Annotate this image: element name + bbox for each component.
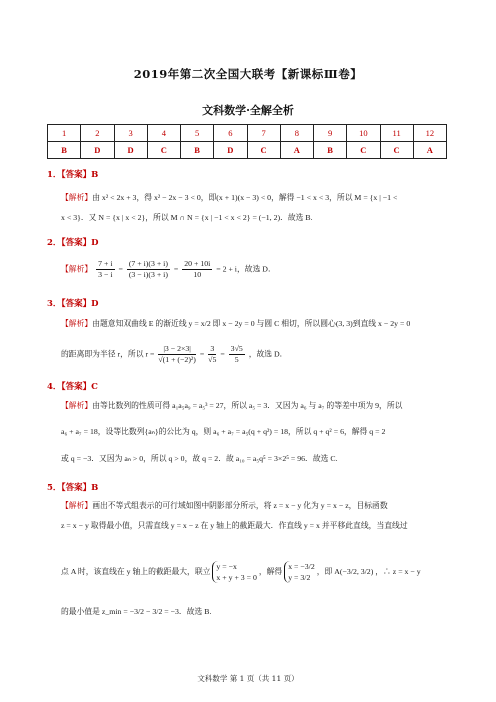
answer-key-cell: D [81,142,114,159]
question-number-cell: 11 [380,125,413,142]
q2-fraction-3-numerator: 20 + 10i [184,259,211,268]
answer-key-cell: D [214,142,247,159]
q2-fraction-1 [96,259,114,280]
q3-fraction-2-denominator: √5 [208,355,217,364]
answer-key-cell: A [413,142,446,159]
q3-fraction-1 [158,344,196,365]
answer-key-cell: B [181,142,214,159]
answer-table-keys-row [48,142,447,159]
question-number-cell: 3 [114,125,147,142]
q1-answer-heading: 1．【答案】B [47,170,99,180]
q5-equation-system-1 [212,561,256,583]
q5-system-1-eq-2: x + y + 3 = 0 [216,573,257,582]
equals-sign: = [220,349,225,359]
answer-key-cell: B [314,142,347,159]
answer-key-cell: C [347,142,380,159]
q5-solution-line-1: 【解析】画出不等式组表示的可行域如图中阴影部分所示，将 z = x − y 化为 y = x − z，目标函数 [61,501,388,510]
q2-solution-tag: 【解析】 [61,264,93,274]
answer-key-cell: D [114,142,147,159]
q2-fraction-2 [127,259,170,280]
q3-fraction-3-numerator: 3√5 [230,344,243,353]
answer-key-cell: C [380,142,413,159]
q2-answer-heading: 2．【答案】D [47,238,99,248]
q5-system-2-eq-2: y = 3/2 [288,573,311,582]
equals-sign: = [199,349,205,359]
q5-line-3-start: 点 A 时，该直线在 y 轴上的截距最大，联立 [61,566,211,576]
q2-solution-line [61,259,276,280]
question-number-cell: 5 [181,125,214,142]
answer-table-numbers-row [48,125,447,142]
q2-fraction-3 [182,259,212,280]
q2-fraction-2-denominator: (3 − i)(3 + i) [128,270,168,279]
question-number-cell: 7 [247,125,280,142]
q3-solution-line-2-end: ，故选 D． [248,349,288,359]
question-number-cell: 2 [81,125,114,142]
page-title: 2019年第二次全国大联考【新课标Ⅲ卷】 [133,67,363,81]
answer-key-cell: C [147,142,180,159]
q5-equation-system-2 [284,561,315,583]
question-number-cell: 8 [280,125,313,142]
q5-solution-line-2: z = x − y 取得最小值，只需直线 y = x − z 在 y 轴上的截距最大．作直线 y = x 并平移此直线，当直线过 [61,521,408,530]
q3-fraction-3 [229,344,245,365]
q5-solution-line-3 [61,561,421,583]
q5-line-3-mid: ，解得 [258,566,283,576]
q3-fraction-2 [208,344,216,365]
q1-solution-line-1: 【解析】由 x² < 2x + 3，得 x² − 2x − 3 < 0，即(x + 1)(x − 3) < 0，解得 −1 < x < 3，所以 M = {x | −1 < [61,193,398,202]
question-number-cell: 4 [147,125,180,142]
q3-solution-line-2-start: 的距离即为半径 r，所以 r = [61,349,155,359]
question-number-cell: 6 [214,125,247,142]
q5-line-3-mid-2: ，即 [316,566,333,576]
q2-fraction-1-numerator: 7 + i [98,259,113,268]
q1-solution-line-2: x < 3}．又 N = {x | x < 2}，所以 M ∩ N = {x | −1 < x < 2} = (−1, 2)．故选 B. [61,213,313,222]
answer-key-cell: C [247,142,280,159]
q3-solution-line-2 [61,344,287,365]
equals-sign: = [118,264,123,274]
q4-solution-line-1: 【解析】由等比数列的性质可得 a₁a₅a₉ = a₅³ = 27，所以 a₅ = 3．又因为 a₆ 与 a₇ 的等差中项为 9，所以 [61,401,403,410]
answer-table [47,124,447,159]
page-subtitle: 文科数学·全解全析 [202,104,294,117]
q2-fraction-2-numerator: (7 + i)(3 + i) [128,259,168,268]
question-number-cell: 9 [314,125,347,142]
q5-solution-line-4: 的最小值是 z_min = −3/2 − 3/2 = −3．故选 B. [61,607,212,616]
q4-solution-line-3: 或 q = −3．又因为 aₙ > 0，所以 q > 0，故 q = 2．故 a₁₀ = a₅q⁵ = 3×2⁵ = 96．故选 C. [61,454,338,463]
q3-fraction-1-denominator: √(1 + (−2)²) [158,355,196,364]
q5-system-1-eq-1: y = −x [216,562,237,571]
equals-sign: = [173,264,179,274]
question-number-cell: 12 [413,125,446,142]
solution-tag: 【解析】 [61,193,93,202]
q3-fraction-3-denominator: 5 [234,355,239,364]
answer-key-cell: A [280,142,313,159]
q4-solution-line-2: a₆ + a₇ = 18，设等比数列{aₙ}的公比为 q，则 a₆ + a₇ = a₅(q + q²) = 18，所以 q + q² = 6，解得 q = 2 [61,427,386,436]
page-footer: 文科数学 第 1 页（共 11 页） [197,674,299,683]
q3-fraction-2-numerator: 3 [208,344,216,355]
solution-tag: 【解析】 [61,401,93,410]
q2-fraction-1-denominator: 3 − i [98,270,113,279]
q4-answer-heading: 4．【答案】C [47,382,98,392]
q2-solution-tail: = 2 + i，故选 D． [216,264,276,274]
question-number-cell: 10 [347,125,380,142]
q3-answer-heading: 3．【答案】D [47,299,99,309]
q3-fraction-1-numerator: |3 − 2×3| [158,344,196,355]
solution-tag: 【解析】 [61,319,93,328]
answer-key-cell: B [48,142,81,159]
q5-system-2-eq-1: x = −3/2 [288,562,315,571]
q2-fraction-3-denominator: 10 [193,270,202,279]
question-number-cell: 1 [48,125,81,142]
q5-point-a: A(−3/2, 3/2) [334,566,374,576]
q5-line-3-end: ，∴ z = x − y [375,566,421,576]
solution-tag: 【解析】 [61,501,93,510]
q5-answer-heading: 5．【答案】B [47,483,99,493]
q3-solution-line-1: 【解析】由题意知双曲线 E 的渐近线 y = x/2 即 x − 2y = 0 与圆 C 相切，所以圆心(3, 3)到直线 x − 2y = 0 [61,319,411,328]
